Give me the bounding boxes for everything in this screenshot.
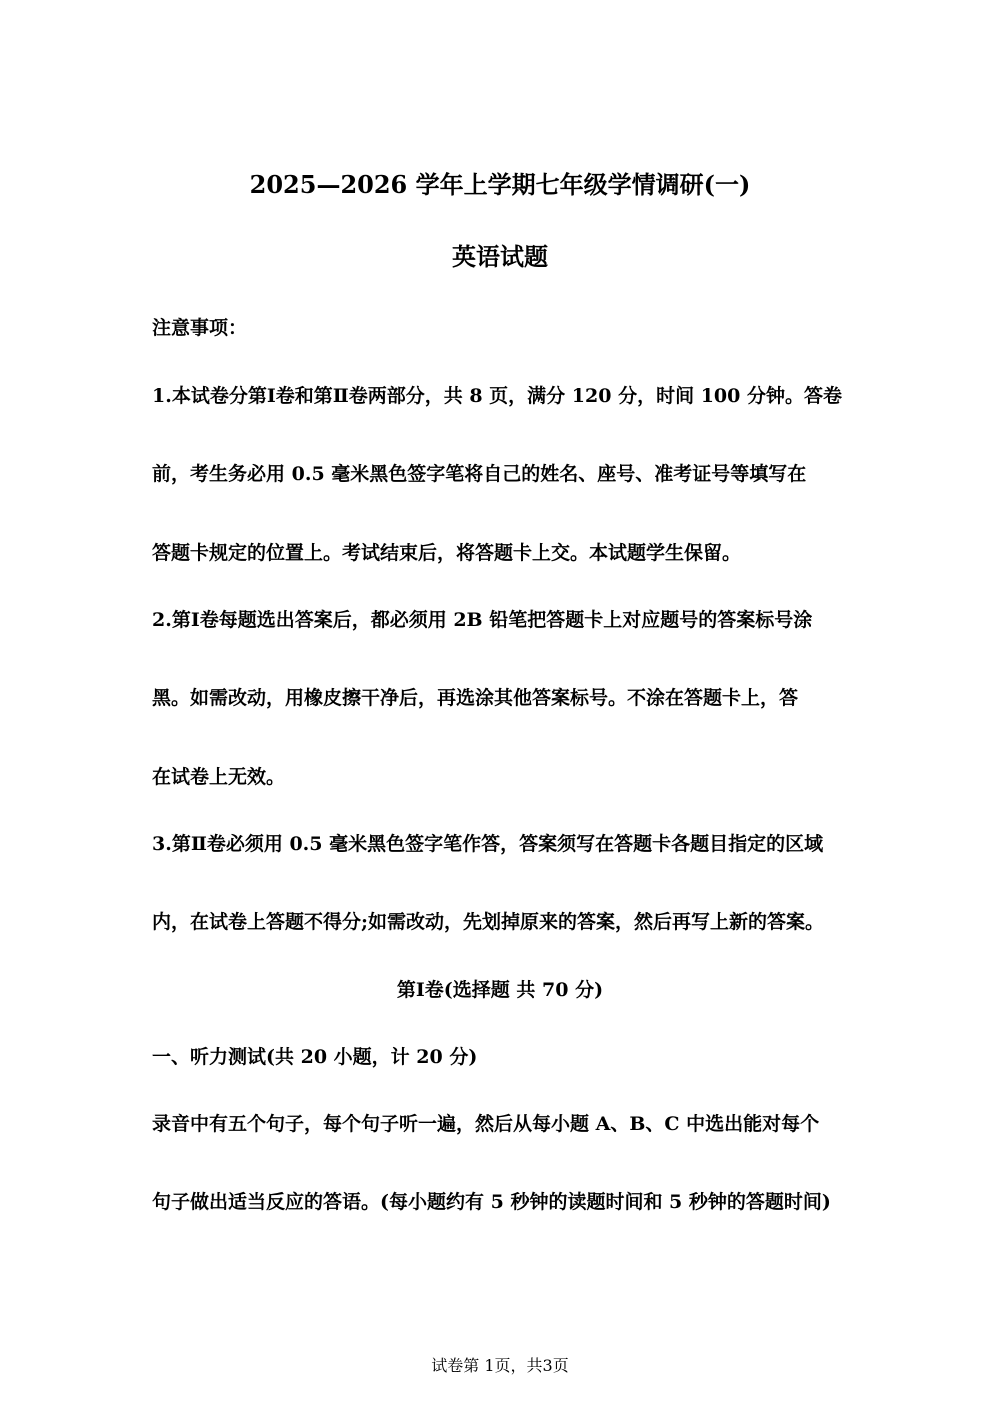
note-line: 黑。如需改动，用橡皮擦干净后，再选涂其他答案标号。不涂在答题卡上，答 bbox=[152, 687, 799, 709]
note-line: 3.第Ⅱ卷必须用 0.5 毫米黑色签字笔作答，答案须写在答题卡各题目指定的区域 bbox=[152, 833, 824, 855]
note-line: 在试卷上无效。 bbox=[152, 766, 286, 788]
note-line: 答题卡规定的位置上。考试结束后，将答题卡上交。本试题学生保留。 bbox=[152, 542, 742, 564]
instruction-line: 录音中有五个句子，每个句子听一遍，然后从每小题 A、B、C 中选出能对每个 bbox=[152, 1113, 820, 1135]
part-heading: 第Ⅰ卷(选择题 共 70 分) bbox=[396, 979, 604, 1001]
note-line: 1.本试卷分第Ⅰ卷和第Ⅱ卷两部分，共 8 页，满分 120 分，时间 100 分钟。答卷 bbox=[152, 385, 842, 407]
instruction-line: 句子做出适当反应的答语。(每小题约有 5 秒钟的读题时间和 5 秒钟的答题时间) bbox=[152, 1191, 831, 1213]
exam-title: 2025—2026 学年上学期七年级学情调研(一) bbox=[249, 170, 751, 199]
note-line: 2.第Ⅰ卷每题选出答案后，都必须用 2B 铅笔把答题卡上对应题号的答案标号涂 bbox=[152, 609, 813, 631]
section-heading: 一、听力测试(共 20 小题，计 20 分) bbox=[152, 1046, 478, 1068]
notice-heading: 注意事项： bbox=[152, 317, 248, 339]
note-line: 内，在试卷上答题不得分;如需改动，先划掉原来的答案，然后再写上新的答案。 bbox=[152, 911, 825, 933]
page-footer: 试卷第 1页，共3页 bbox=[431, 1356, 569, 1375]
note-line: 前，考生务必用 0.5 毫米黑色签字笔将自己的姓名、座号、准考证号等填写在 bbox=[152, 463, 807, 485]
exam-subtitle: 英语试题 bbox=[452, 242, 548, 271]
